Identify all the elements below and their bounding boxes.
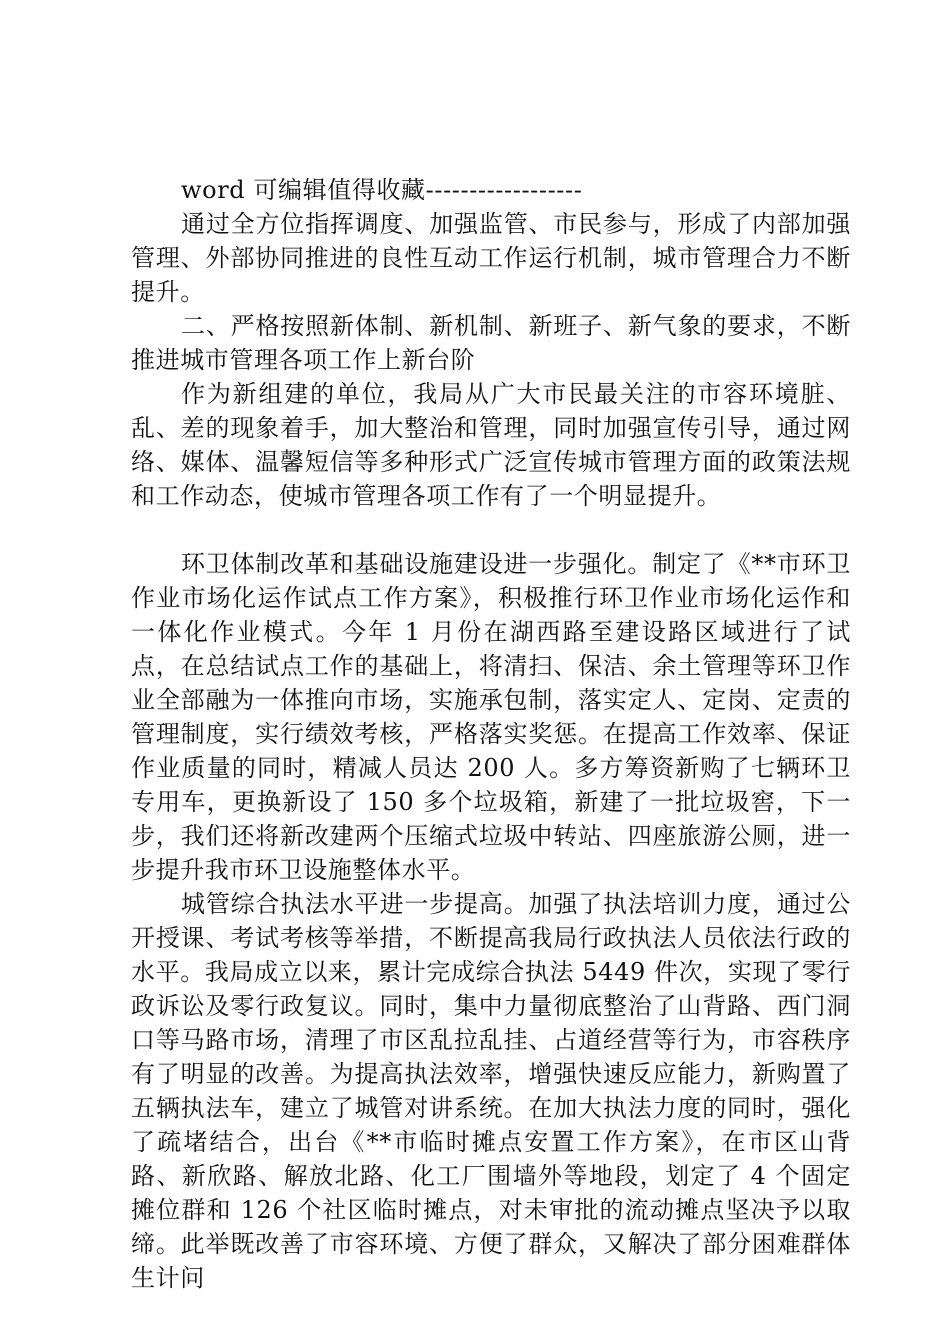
paragraph-mechanism: 通过全方位指挥调度、加强监管、市民参与，形成了内部加强管理、外部协同推进的良性互动工作运行机制，城市管理合力不断提升。 <box>131 210 851 306</box>
header-line: word 可编辑值得收藏------------------ <box>181 176 583 204</box>
paragraph-sanitation: 环卫体制改革和基础设施建设进一步强化。制定了《**市环卫作业市场化运作试点工作方案》，积极推行环卫作业市场化运作和一体化作业模式。今年 1 月份在湖西路至建设路区域进行了试点，在总结试点工作的基础上，将清扫、保洁、余土管理等环卫作业全部融为一体推向市场，实施承包制，落实定人、定岗、定责的管理制度，实行绩效考核，严格落实奖惩。在提高工作效率、保证作业质量的同时，精减人员达 200 人。多方筹资新购了七辆环卫专用车，更换新设了 150 多个垃圾箱，新建了一批垃圾窖，下一步，我们还将新改建两个压缩式垃圾中转站、四座旅游公厕，进一步提升我市环卫设施整体水平。 <box>131 550 851 884</box>
section-heading-two: 二、严格按照新体制、新机制、新班子、新气象的要求，不断推进城市管理各项工作上新台阶 <box>131 312 851 374</box>
paragraph-gap <box>131 513 851 547</box>
paragraph-enforcement: 城管综合执法水平进一步提高。加强了执法培训力度，通过公开授课、考试考核等举措，不断提高我局行政执法人员依法行政的水平。我局成立以来，累计完成综合执法 5449 件次，实现了零行政诉讼及零行政复议。同时，集中力量彻底整治了山背路、西门洞口等马路市场，清理了市区乱拉乱挂、占道经营等行为，市容秩序有了明显的改善。为提高执法效率，增强快速反应能力，新购置了五辆执法车，建立了城管对讲系统。在加大执法力度的同时，强化了疏堵结合，出台《**市临时摊点安置工作方案》，在市区山背路、新欣路、解放北路、化工厂围墙外等地段，划定了 4 个固定摊位群和 126 个社区临时摊点，对未审批的流动摊点坚决予以取缔。此举既改善了市容环境、方便了群众，又解决了部分困难群体生计问 <box>131 890 851 1292</box>
paragraph-intro: 作为新组建的单位，我局从广大市民最关注的市容环境脏、乱、差的现象着手，加大整治和管理，同时加强宣传引导，通过网络、媒体、温馨短信等多种形式广泛宣传城市管理方面的政策法规和工作动态，使城市管理各项工作有了一个明显提升。 <box>131 380 851 510</box>
document-body <box>131 173 851 1295</box>
